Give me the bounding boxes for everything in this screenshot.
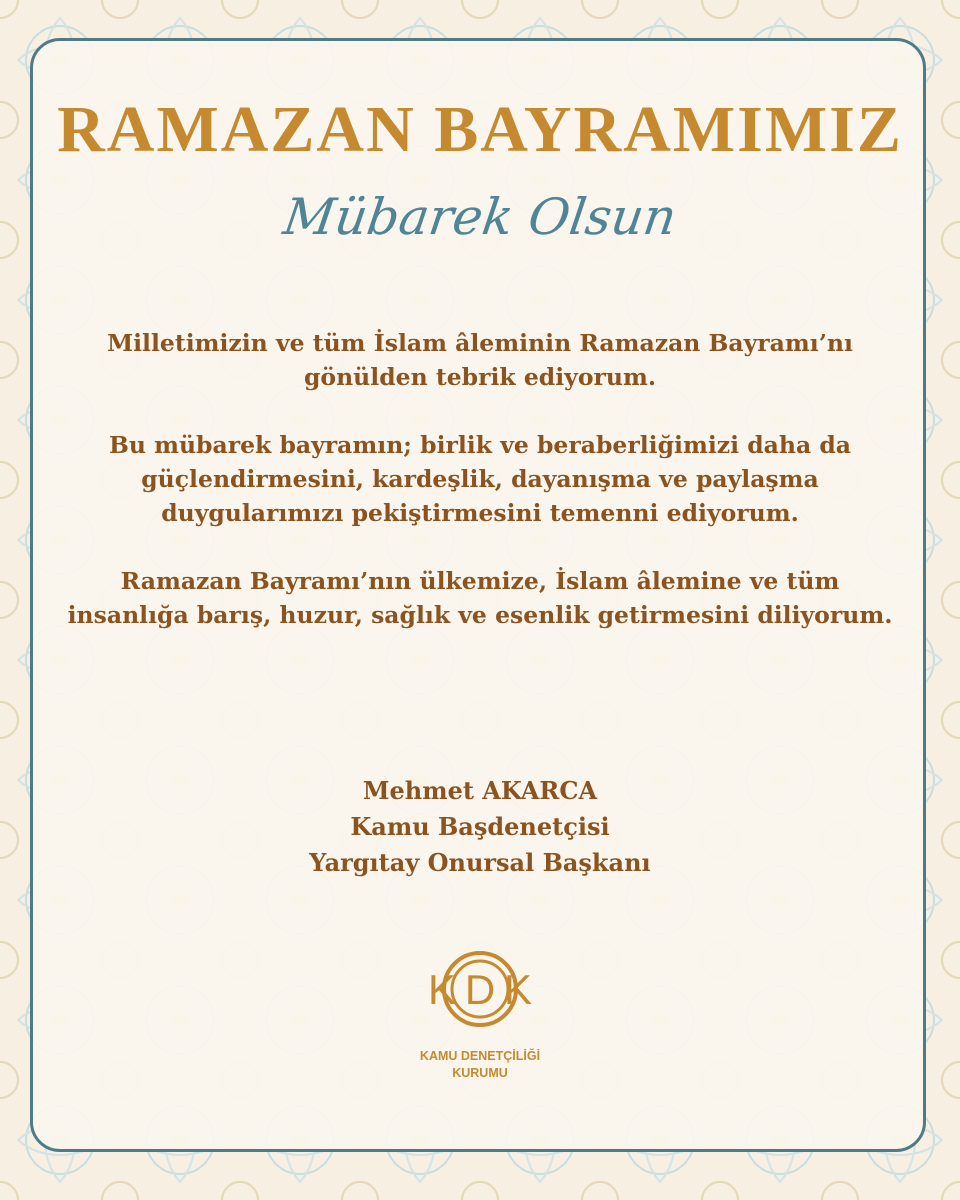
logo-letter-k-left: K [427,966,457,1013]
message-body [60,326,900,666]
signatory-title: Kamu Başdenetçisi [350,812,610,841]
message-paragraph: Bu mübarek bayramın; birlik ve beraberliğimizi daha da güçlendirmesini, kardeşlik, dayanışma ve paylaşma duygularımızı pekiştirmesini temenni ediyorum. [108,431,852,527]
signatory-name: Mehmet AKARCA [362,776,598,805]
page-title: RAMAZAN BAYRAMIMIZ [57,93,903,166]
logo-letter-k-right: K [503,966,533,1013]
kdk-emblem-icon [400,944,560,1034]
logo-caption-line2: KURUMU [452,1066,508,1080]
message-paragraph: Ramazan Bayramı’nın ülkemize, İslam âlemine ve tüm insanlığa barış, huzur, sağlık ve esenlik getirmesini diliyorum. [67,567,893,629]
logo-caption-line1: KAMU DENETÇİLİĞİ [419,1049,541,1063]
page-subtitle: Mübarek Olsun [279,188,681,246]
kdk-logo [400,944,560,1094]
message-paragraph: Milletimizin ve tüm İslam âleminin Ramazan Bayramı’nı gönülden tebrik ediyorum. [107,329,853,391]
signatory-honorary-title: Yargıtay Onursal Başkanı [309,848,651,877]
logo-caption [400,1048,560,1082]
signature-block [0,773,960,881]
logo-letter-d: D [464,966,496,1013]
